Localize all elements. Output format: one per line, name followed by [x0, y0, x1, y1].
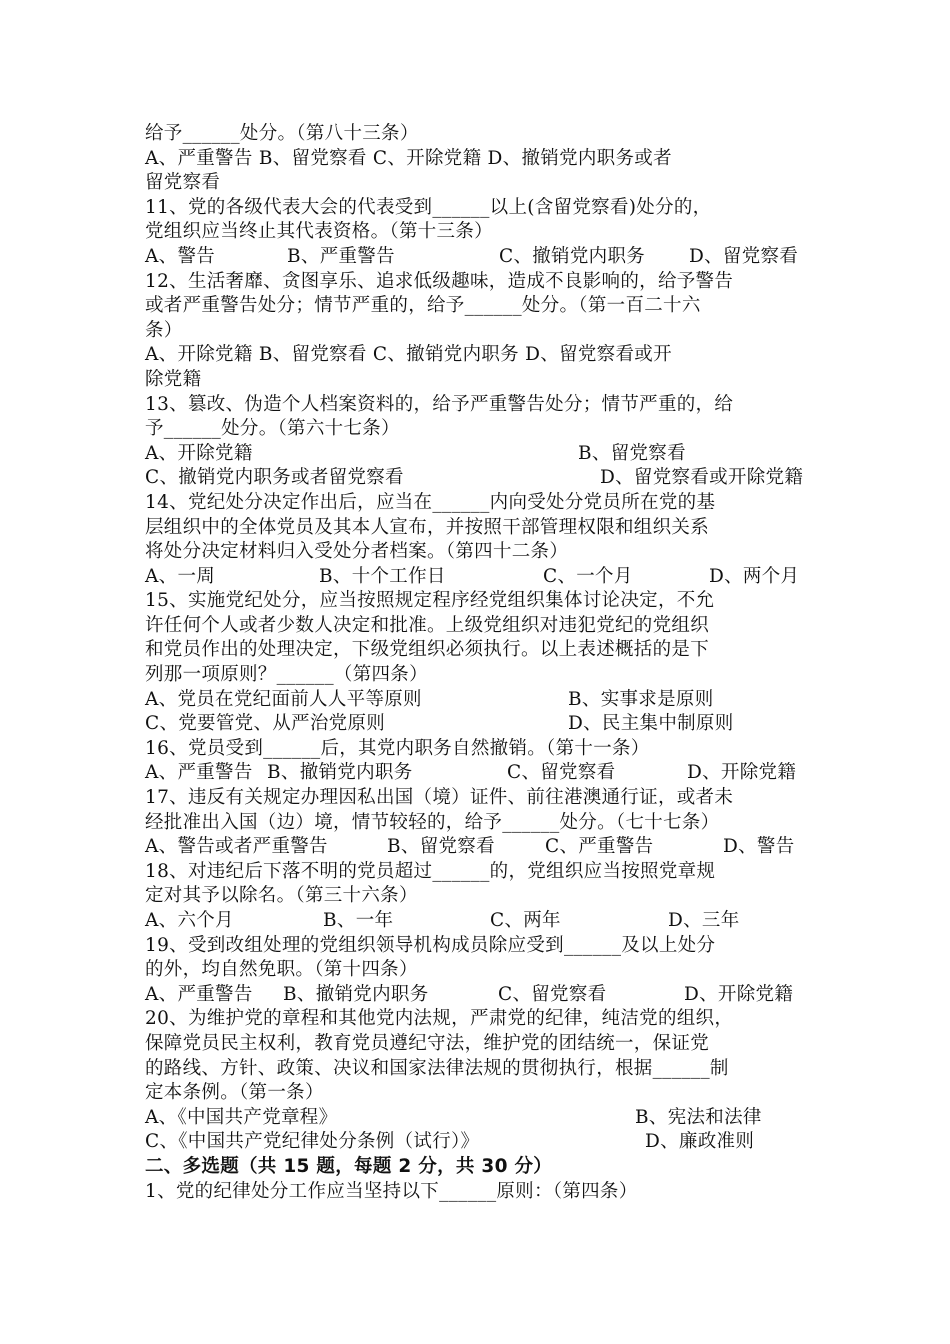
- question-12: 12、生活奢靡、贪图享乐、追求低级趣味，造成不良影响的，给予警告: [145, 270, 734, 292]
- option: A、警告: [145, 245, 216, 267]
- options-row: [145, 565, 810, 590]
- text-line: 列那一项原则？______（第四条）: [145, 664, 428, 686]
- options-row: [145, 909, 810, 934]
- text-line: 予______处分。（第六十七条）: [145, 418, 400, 440]
- option: B、留党察看: [387, 836, 495, 858]
- question-13: 13、篡改、伪造个人档案资料的，给予严重警告处分；情节严重的，给: [145, 393, 734, 415]
- options-row: [145, 761, 810, 786]
- text-line: 定对其予以除名。（第三十六条）: [145, 885, 418, 907]
- option: B、十个工作日: [319, 565, 446, 587]
- section-heading: 二、多选题（共 15 题，每题 2 分，共 30 分）: [145, 1155, 553, 1177]
- question-11: 11、党的各级代表大会的代表受到______以上(含留党察看)处分的，: [145, 196, 712, 218]
- question-19: 19、受到改组处理的党组织领导机构成员除应受到______及以上处分: [145, 934, 716, 956]
- option: D、开除党籍: [684, 983, 794, 1005]
- question-15: 15、实施党纪处分，应当按照规定程序经党组织集体讨论决定，不允: [145, 590, 715, 612]
- text-line: 的路线、方针、政策、决议和国家法律法规的贯彻执行，根据______制: [145, 1057, 729, 1079]
- question-17: 17、违反有关规定办理因私出国（境）证件、前往港澳通行证，或者未: [145, 787, 734, 809]
- option: B、撤销党内职务: [267, 762, 413, 784]
- option: C、撤销党内职务: [499, 245, 646, 267]
- text-line: 将处分决定材料归入受处分者档案。（第四十二条）: [145, 541, 569, 563]
- text-line: 和党员作出的处理决定，下级党组织必须执行。以上表述概括的是下: [145, 639, 710, 661]
- option: C、一个月: [543, 565, 633, 587]
- text-line: 经批准出入国（边）境，情节较轻的，给予______处分。（七十七条）: [145, 811, 720, 833]
- options-row: [145, 466, 810, 491]
- options-row: [145, 1106, 810, 1131]
- option: A、警告或者严重警告: [145, 836, 328, 858]
- option: A、严重警告: [145, 983, 253, 1005]
- text-line: 保障党员民主权利，教育党员遵纪守法，维护党的团结统一，保证党: [145, 1032, 710, 1054]
- options-row: [145, 442, 810, 467]
- option: D、警告: [723, 836, 795, 858]
- option: A、《中国共产党章程》: [145, 1106, 338, 1128]
- text-line: 除党籍: [145, 368, 202, 390]
- option: D、两个月: [709, 565, 800, 587]
- options-row: [145, 712, 810, 737]
- options-row: [145, 1130, 810, 1155]
- question-18: 18、对违纪后下落不明的党员超过______的，党组织应当按照党章规: [145, 860, 716, 882]
- text-line: 党组织应当终止其代表资格。（第十三条）: [145, 221, 493, 243]
- text-line: 条）: [145, 319, 183, 341]
- option: B、留党察看: [578, 442, 686, 464]
- options-row: [145, 245, 810, 270]
- text-line: 定本条例。（第一条）: [145, 1082, 324, 1104]
- option: B、一年: [323, 910, 394, 931]
- document-body: [145, 122, 810, 1204]
- option: D、廉政准则: [645, 1131, 755, 1153]
- option: C、两年: [490, 910, 561, 931]
- option: D、留党察看或开除党籍: [600, 467, 804, 489]
- text-line: 留党察看: [145, 172, 221, 194]
- text-line: 给予______处分。（第八十三条）: [145, 123, 419, 144]
- question-m1: 1、党的纪律处分工作应当坚持以下______原则：（第四条）: [145, 1180, 638, 1202]
- option: C、党要管党、从严治党原则: [145, 713, 386, 735]
- option: B、实事求是原则: [568, 688, 714, 710]
- option: A、严重警告: [145, 762, 253, 784]
- options-row: [145, 983, 810, 1008]
- question-20: 20、为维护党的章程和其他党内法规，严肃党的纪律，纯洁党的组织，: [145, 1008, 734, 1030]
- text-line: A、严重警告 B、留党察看 C、开除党籍 D、撤销党内职务或者: [145, 147, 672, 169]
- text-line: 许任何个人或者少数人决定和批准。上级党组织对违犯党纪的党组织: [145, 614, 710, 636]
- options-row: [145, 835, 810, 860]
- question-14: 14、党纪处分决定作出后，应当在______内向受处分党员所在党的基: [145, 491, 716, 513]
- option: C、严重警告: [545, 836, 654, 858]
- option: A、一周: [145, 565, 216, 587]
- option: D、留党察看: [689, 245, 799, 267]
- option: D、开除党籍: [687, 762, 797, 784]
- option: B、严重警告: [287, 245, 395, 267]
- text-line: 层组织中的全体党员及其本人宣布，并按照干部管理权限和组织关系: [145, 516, 710, 538]
- option: D、民主集中制原则: [568, 713, 734, 735]
- text-line: 的外，均自然免职。（第十四条）: [145, 959, 418, 981]
- option: B、宪法和法律: [635, 1106, 762, 1128]
- option: B、撤销党内职务: [283, 983, 429, 1005]
- option: C、留党察看: [498, 983, 607, 1005]
- question-16: 16、党员受到______后，其党内职务自然撤销。（第十一条）: [145, 737, 650, 759]
- option: A、六个月: [145, 910, 234, 931]
- text-line: A、开除党籍 B、留党察看 C、撤销党内职务 D、留党察看或开: [145, 344, 672, 366]
- option: C、《中国共产党纪律处分条例（试行）》: [145, 1131, 480, 1153]
- option: A、开除党籍: [145, 442, 253, 464]
- text-line: 或者严重警告处分；情节严重的，给予______处分。（第一百二十六: [145, 295, 701, 317]
- option: C、留党察看: [507, 762, 616, 784]
- option: D、三年: [668, 910, 740, 931]
- options-row: [145, 688, 810, 713]
- option: C、撤销党内职务或者留党察看: [145, 467, 404, 489]
- option: A、党员在党纪面前人人平等原则: [145, 688, 422, 710]
